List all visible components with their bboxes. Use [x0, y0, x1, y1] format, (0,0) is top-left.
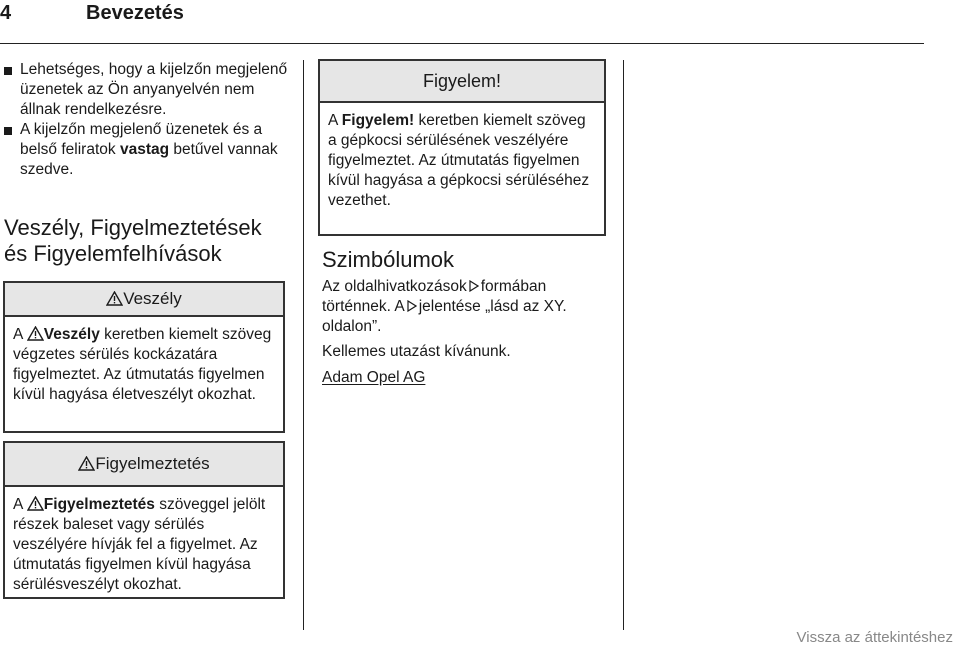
symbols-text-part: jelentése „lásd az XY. [418, 298, 567, 315]
column-divider-1 [303, 60, 304, 630]
danger-text-post: keretben kiemelt [99, 326, 218, 343]
warning-text-pre: A [13, 496, 27, 513]
page-number: 4 [0, 2, 12, 24]
symbols-line [322, 277, 617, 297]
danger-box-header [5, 283, 283, 317]
warning-triangle-icon [106, 291, 123, 306]
intro-bullet-list [4, 60, 289, 180]
header-rule [0, 43, 924, 44]
danger-box-title: Veszély [123, 289, 182, 308]
caution-box-header [320, 61, 604, 103]
warning-box-title: Figyelmeztetés [95, 454, 210, 473]
company-name: Adam Opel AG [322, 369, 426, 386]
danger-box [3, 281, 285, 433]
chapter-title: Bevezetés [86, 2, 184, 24]
warning-text-bold: Figyelmeztetés [43, 496, 155, 513]
page-reference-arrow-icon [407, 300, 417, 312]
danger-text-bold: Veszély [43, 326, 100, 343]
symbols-text-part: formában [480, 278, 547, 295]
list-item [4, 60, 289, 120]
bullet-text-post: betűvel vannak szedve. [20, 141, 278, 178]
symbols-text-part: történnek. A [322, 298, 405, 315]
section-title [4, 215, 294, 267]
warning-box-body [5, 487, 283, 595]
list-item [4, 120, 289, 180]
bullet-text-bold: vastag [119, 141, 170, 158]
warning-box [3, 441, 285, 599]
back-to-overview-link[interactable]: Vissza az áttekintéshez [796, 629, 953, 646]
warning-box-header [5, 443, 283, 487]
bullet-text-pre: A kijelzőn megjelenő üzenetek és a belső feliratok [20, 121, 263, 158]
symbols-text [322, 277, 617, 388]
bullet-square-icon [4, 67, 12, 75]
danger-text-rest: szöveg végzetes sérülés kockázatára figyelmeztet. Az útmutatás figyelmen kívül hagyása életveszélyt okozhat. [13, 326, 272, 403]
section-title-line: Veszély, Figyelmeztetések [4, 215, 262, 240]
symbols-line: oldalon”. [322, 318, 382, 335]
column-divider-2 [623, 60, 624, 630]
warning-triangle-icon [27, 326, 44, 341]
warning-triangle-icon [27, 496, 44, 511]
caution-text-bold: Figyelem! [341, 112, 415, 129]
caution-box [318, 59, 606, 236]
warning-triangle-icon [78, 456, 95, 471]
bullet-square-icon [4, 127, 12, 135]
warning-text-rest: jelölt részek baleset vagy sérülés veszélyére hívják fel a figyelmet. Az útmutatás figyelmen kívül hagyása sérülésveszélyt okozhat. [13, 496, 266, 593]
danger-box-body [5, 317, 283, 405]
section-title-line: és Figyelemfelhívások [4, 241, 222, 266]
greeting-text: Kellemes utazást kívánunk. [322, 343, 511, 360]
caution-box-body [320, 103, 604, 211]
symbols-text-part: Az oldalhivatkozások [322, 278, 467, 295]
warning-text-post: szöveggel [154, 496, 230, 513]
symbols-line [322, 297, 617, 317]
caution-box-title: Figyelem! [422, 71, 502, 91]
bullet-text: Lehetséges, hogy a kijelzőn megjelenő üzenetek az Ön anyanyelvén nem állnak rendelkezésre. [20, 61, 288, 118]
symbols-title: Szimbólumok [322, 247, 455, 272]
caution-text-post: keretben kiemelt szöveg a gépkocsi sérülésének veszélyére figyelmeztet. Az útmutatás figyelmen kívül hagyása a gépkocsi sérüléséhez vezethet. [328, 112, 590, 209]
danger-text-pre: A [13, 326, 27, 343]
caution-text-pre: A [328, 112, 342, 129]
page-reference-arrow-icon [469, 280, 479, 292]
